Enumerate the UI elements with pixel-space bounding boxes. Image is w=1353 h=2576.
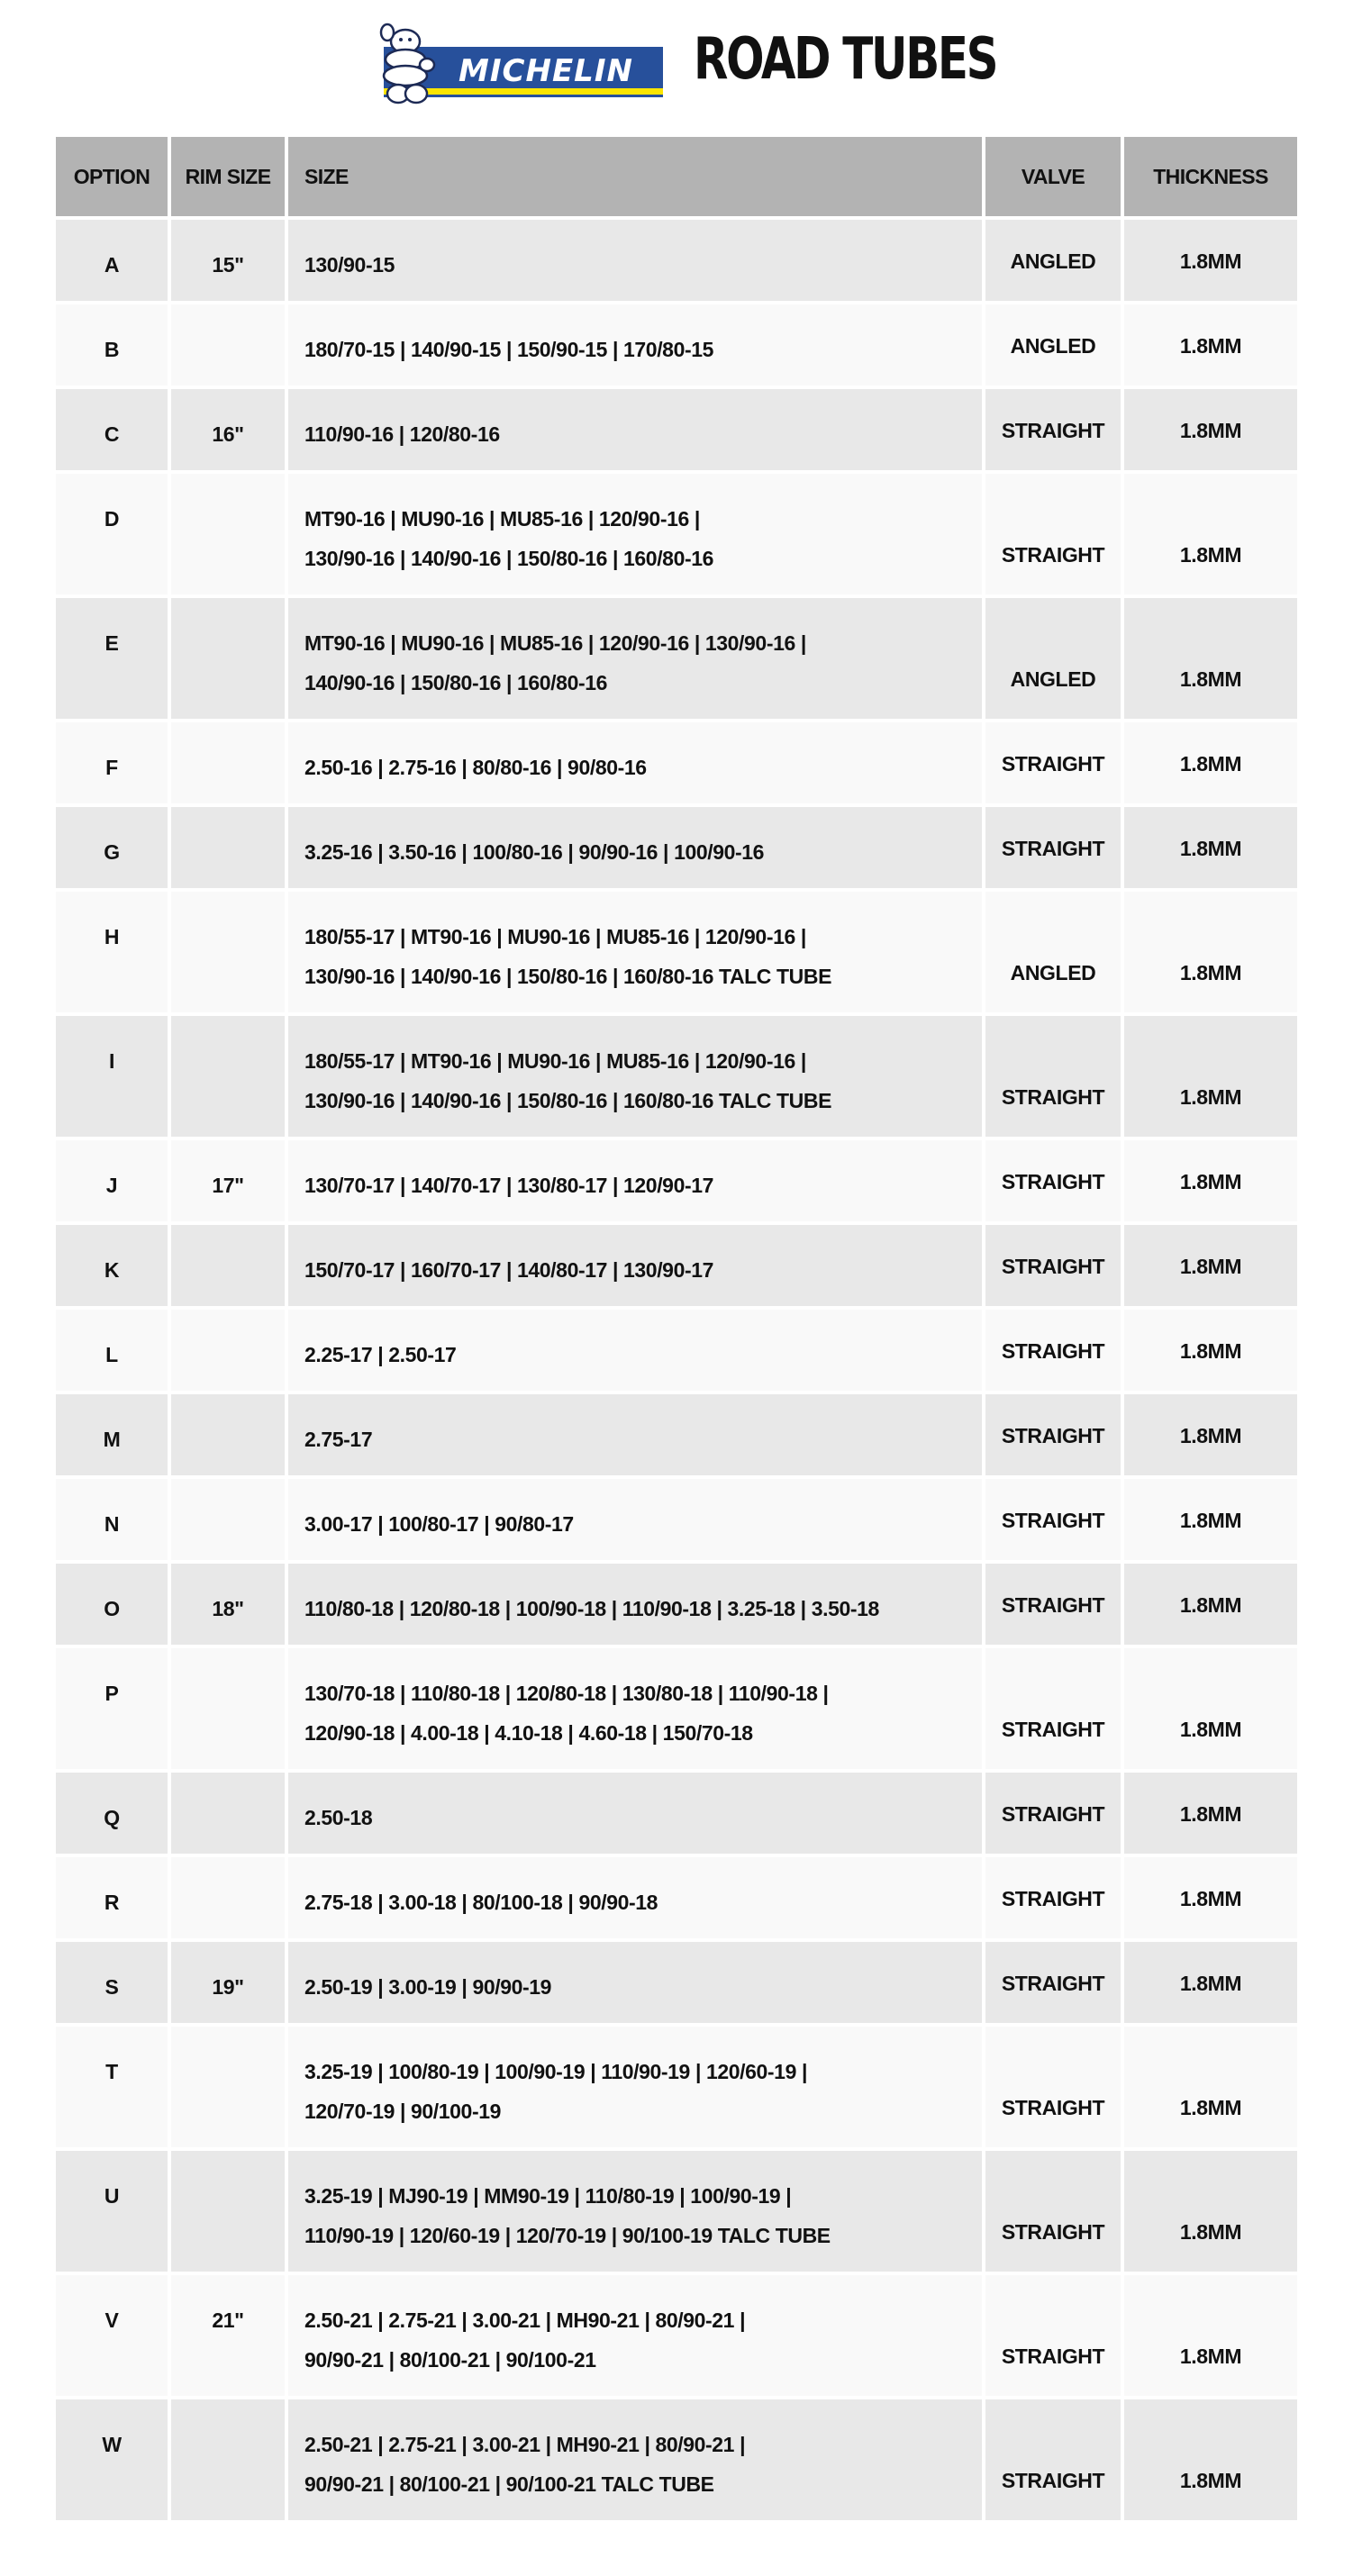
valve-cell: STRAIGHT [985, 1648, 1121, 1769]
size-cell [288, 1140, 982, 1221]
thickness-cell: 1.8MM [1124, 1225, 1297, 1306]
option-cell: K [56, 1225, 168, 1306]
rim-size-cell: 21" [171, 2275, 285, 2396]
size-line: 2.50-21 | 2.75-21 | 3.00-21 | MH90-21 | 80/90-21 | [304, 2308, 746, 2332]
valve-cell: ANGLED [985, 220, 1121, 301]
option-cell: I [56, 1016, 168, 1137]
thickness-cell: 1.8MM [1124, 389, 1297, 470]
option-cell: T [56, 2027, 168, 2147]
size-line: 140/90-16 | 150/80-16 | 160/80-16 [304, 671, 608, 694]
thickness-cell: 1.8MM [1124, 1016, 1297, 1137]
size-cell [288, 1857, 982, 1938]
table-row [56, 2151, 1297, 2272]
rim-size-cell [171, 1225, 285, 1306]
size-line: 130/90-16 | 140/90-16 | 150/80-16 | 160/80-16 TALC TUBE [304, 965, 832, 988]
page-header [0, 0, 1353, 135]
table-row [56, 1857, 1297, 1938]
valve-cell: STRAIGHT [985, 1857, 1121, 1938]
size-cell [288, 2151, 982, 2272]
valve-cell: STRAIGHT [985, 1773, 1121, 1854]
size-line: 3.00-17 | 100/80-17 | 90/80-17 [304, 1512, 574, 1536]
size-cell [288, 2399, 982, 2520]
option-cell: O [56, 1564, 168, 1645]
option-cell: J [56, 1140, 168, 1221]
valve-cell: STRAIGHT [985, 2027, 1121, 2147]
rim-size-cell [171, 304, 285, 385]
size-line: 130/70-18 | 110/80-18 | 120/80-18 | 130/80-18 | 110/90-18 | [304, 1682, 829, 1705]
table-row [56, 1479, 1297, 1560]
header-option: OPTION [56, 137, 168, 216]
size-cell [288, 722, 982, 803]
table-row [56, 1942, 1297, 2023]
thickness-cell: 1.8MM [1124, 1773, 1297, 1854]
table-row [56, 304, 1297, 385]
size-cell [288, 1394, 982, 1475]
table-row [56, 598, 1297, 719]
valve-cell: STRAIGHT [985, 807, 1121, 888]
option-cell: G [56, 807, 168, 888]
thickness-cell: 1.8MM [1124, 2027, 1297, 2147]
thickness-cell: 1.8MM [1124, 1140, 1297, 1221]
table-row [56, 389, 1297, 470]
thickness-cell: 1.8MM [1124, 598, 1297, 719]
rim-size-cell: 16" [171, 389, 285, 470]
thickness-cell: 1.8MM [1124, 220, 1297, 301]
size-line: 110/90-16 | 120/80-16 [304, 422, 500, 446]
rim-size-cell [171, 2027, 285, 2147]
rim-size-cell [171, 892, 285, 1012]
size-line: 110/90-19 | 120/60-19 | 120/70-19 | 90/100-19 TALC TUBE [304, 2224, 831, 2247]
size-cell [288, 389, 982, 470]
size-line: 90/90-21 | 80/100-21 | 90/100-21 [304, 2348, 596, 2372]
size-cell [288, 1773, 982, 1854]
valve-cell: STRAIGHT [985, 1394, 1121, 1475]
option-cell: D [56, 474, 168, 594]
option-cell: H [56, 892, 168, 1012]
size-line: 180/55-17 | MT90-16 | MU90-16 | MU85-16 | 120/90-16 | [304, 1049, 806, 1073]
table-row [56, 474, 1297, 594]
size-line: 3.25-19 | 100/80-19 | 100/90-19 | 110/90-19 | 120/60-19 | [304, 2060, 807, 2083]
option-cell: N [56, 1479, 168, 1560]
size-line: 110/80-18 | 120/80-18 | 100/90-18 | 110/90-18 | 3.25-18 | 3.50-18 [304, 1597, 879, 1620]
option-cell: Q [56, 1773, 168, 1854]
size-cell [288, 1310, 982, 1391]
valve-cell: STRAIGHT [985, 1310, 1121, 1391]
rim-size-cell [171, 2151, 285, 2272]
rim-size-cell [171, 1648, 285, 1769]
size-line: 120/70-19 | 90/100-19 [304, 2100, 501, 2123]
option-cell: R [56, 1857, 168, 1938]
table-row [56, 1225, 1297, 1306]
size-line: 2.75-18 | 3.00-18 | 80/100-18 | 90/90-18 [304, 1891, 658, 1914]
rim-size-cell: 15" [171, 220, 285, 301]
table-row [56, 2027, 1297, 2147]
size-line: 2.50-19 | 3.00-19 | 90/90-19 [304, 1975, 552, 1999]
thickness-cell: 1.8MM [1124, 1479, 1297, 1560]
size-line: 130/90-15 [304, 253, 395, 277]
size-cell [288, 1016, 982, 1137]
thickness-cell: 1.8MM [1124, 304, 1297, 385]
rim-size-cell [171, 1857, 285, 1938]
option-cell: P [56, 1648, 168, 1769]
valve-cell: STRAIGHT [985, 2275, 1121, 2396]
logo-wordmark: MICHELIN [459, 53, 633, 89]
table-body [56, 220, 1297, 2520]
header-rim-size: RIM SIZE [171, 137, 285, 216]
size-cell [288, 807, 982, 888]
valve-cell: STRAIGHT [985, 474, 1121, 594]
valve-cell: STRAIGHT [985, 1942, 1121, 2023]
size-cell [288, 598, 982, 719]
size-line: 90/90-21 | 80/100-21 | 90/100-21 TALC TUBE [304, 2472, 714, 2496]
option-cell: M [56, 1394, 168, 1475]
rim-size-cell [171, 2399, 285, 2520]
size-cell [288, 1942, 982, 2023]
table-row [56, 1016, 1297, 1137]
thickness-cell: 1.8MM [1124, 1394, 1297, 1475]
size-line: 130/90-16 | 140/90-16 | 150/80-16 | 160/80-16 [304, 547, 714, 570]
option-cell: V [56, 2275, 168, 2396]
thickness-cell: 1.8MM [1124, 1857, 1297, 1938]
option-cell: E [56, 598, 168, 719]
rim-size-cell: 17" [171, 1140, 285, 1221]
rim-size-cell [171, 1394, 285, 1475]
valve-cell: STRAIGHT [985, 389, 1121, 470]
rim-size-cell [171, 598, 285, 719]
thickness-cell: 1.8MM [1124, 1310, 1297, 1391]
table-row [56, 1394, 1297, 1475]
thickness-cell: 1.8MM [1124, 2399, 1297, 2520]
option-cell: S [56, 1942, 168, 2023]
size-cell [288, 2027, 982, 2147]
option-cell: W [56, 2399, 168, 2520]
rim-size-cell: 19" [171, 1942, 285, 2023]
valve-cell: ANGLED [985, 598, 1121, 719]
valve-cell: STRAIGHT [985, 1479, 1121, 1560]
thickness-cell: 1.8MM [1124, 807, 1297, 888]
option-cell: L [56, 1310, 168, 1391]
size-cell [288, 304, 982, 385]
size-cell [288, 474, 982, 594]
thickness-cell: 1.8MM [1124, 474, 1297, 594]
table-row [56, 807, 1297, 888]
size-cell [288, 220, 982, 301]
table-row [56, 1564, 1297, 1645]
size-line: 150/70-17 | 160/70-17 | 140/80-17 | 130/90-17 [304, 1258, 714, 1282]
table-row [56, 722, 1297, 803]
valve-cell: STRAIGHT [985, 1140, 1121, 1221]
header-valve: VALVE [985, 137, 1121, 216]
michelin-logo [375, 16, 668, 110]
header-thickness: THICKNESS [1124, 137, 1297, 216]
size-line: MT90-16 | MU90-16 | MU85-16 | 120/90-16 | [304, 507, 700, 531]
rim-size-cell: 18" [171, 1564, 285, 1645]
size-cell [288, 1479, 982, 1560]
thickness-cell: 1.8MM [1124, 1648, 1297, 1769]
size-line: 2.50-21 | 2.75-21 | 3.00-21 | MH90-21 | 80/90-21 | [304, 2433, 746, 2456]
size-line: 130/90-16 | 140/90-16 | 150/80-16 | 160/80-16 TALC TUBE [304, 1089, 832, 1112]
option-cell: B [56, 304, 168, 385]
rim-size-cell [171, 1773, 285, 1854]
rim-size-cell [171, 722, 285, 803]
size-cell [288, 2275, 982, 2396]
valve-cell: STRAIGHT [985, 1016, 1121, 1137]
table-row [56, 1310, 1297, 1391]
table-row [56, 1773, 1297, 1854]
table-row [56, 2399, 1297, 2520]
valve-cell: STRAIGHT [985, 722, 1121, 803]
size-cell [288, 1648, 982, 1769]
table-row [56, 1140, 1297, 1221]
valve-cell: STRAIGHT [985, 1225, 1121, 1306]
size-line: MT90-16 | MU90-16 | MU85-16 | 120/90-16 | 130/90-16 | [304, 631, 806, 655]
thickness-cell: 1.8MM [1124, 1564, 1297, 1645]
rim-size-cell [171, 1310, 285, 1391]
size-line: 2.75-17 [304, 1428, 373, 1451]
size-line: 3.25-16 | 3.50-16 | 100/80-16 | 90/90-16 | 100/90-16 [304, 840, 765, 864]
option-cell: C [56, 389, 168, 470]
size-line: 2.25-17 | 2.50-17 [304, 1343, 457, 1366]
table-header-row [56, 137, 1297, 216]
thickness-cell: 1.8MM [1124, 2151, 1297, 2272]
valve-cell: STRAIGHT [985, 2399, 1121, 2520]
valve-cell: ANGLED [985, 892, 1121, 1012]
thickness-cell: 1.8MM [1124, 722, 1297, 803]
size-cell [288, 1225, 982, 1306]
size-cell [288, 1564, 982, 1645]
thickness-cell: 1.8MM [1124, 892, 1297, 1012]
size-line: 120/90-18 | 4.00-18 | 4.10-18 | 4.60-18 | 150/70-18 [304, 1721, 753, 1745]
size-line: 180/70-15 | 140/90-15 | 150/90-15 | 170/80-15 [304, 338, 714, 361]
valve-cell: STRAIGHT [985, 2151, 1121, 2272]
road-tubes-table [56, 137, 1297, 2524]
valve-cell: STRAIGHT [985, 1564, 1121, 1645]
valve-cell: ANGLED [985, 304, 1121, 385]
table-row [56, 892, 1297, 1012]
option-cell: F [56, 722, 168, 803]
table-row [56, 2275, 1297, 2396]
rim-size-cell [171, 474, 285, 594]
thickness-cell: 1.8MM [1124, 2275, 1297, 2396]
size-line: 2.50-18 [304, 1806, 373, 1829]
rim-size-cell [171, 807, 285, 888]
table-row [56, 1648, 1297, 1769]
rim-size-cell [171, 1479, 285, 1560]
size-cell [288, 892, 982, 1012]
size-line: 130/70-17 | 140/70-17 | 130/80-17 | 120/90-17 [304, 1174, 714, 1197]
header-size: SIZE [288, 137, 982, 216]
size-line: 2.50-16 | 2.75-16 | 80/80-16 | 90/80-16 [304, 756, 647, 779]
option-cell: U [56, 2151, 168, 2272]
rim-size-cell [171, 1016, 285, 1137]
page-title: ROAD TUBES [694, 26, 997, 93]
size-line: 180/55-17 | MT90-16 | MU90-16 | MU85-16 | 120/90-16 | [304, 925, 806, 948]
thickness-cell: 1.8MM [1124, 1942, 1297, 2023]
size-line: 3.25-19 | MJ90-19 | MM90-19 | 110/80-19 | 100/90-19 | [304, 2184, 792, 2208]
option-cell: A [56, 220, 168, 301]
table-row [56, 220, 1297, 301]
